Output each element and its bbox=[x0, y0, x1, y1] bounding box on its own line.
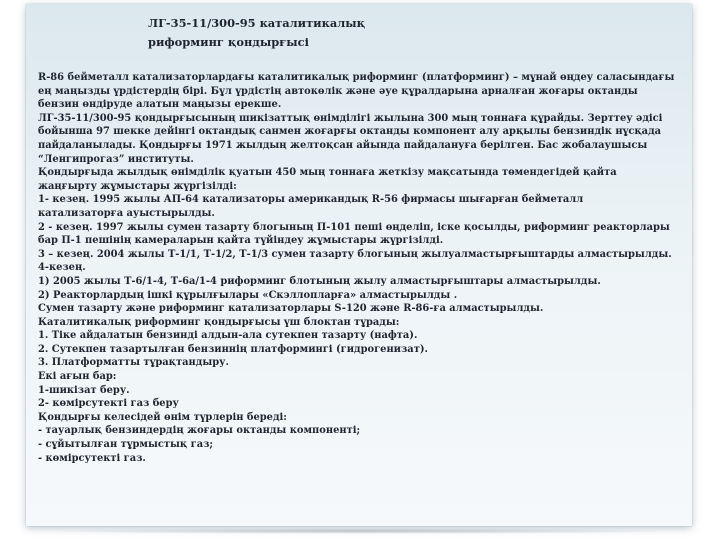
text-line: 1) 2005 жылы Т-6/1-4, Т-6а/1-4 риформинг блотының жылу алмастырғыштары алмастырылды. bbox=[38, 275, 601, 287]
text-line: - сұйытылған тұрмыстық газ; bbox=[38, 439, 214, 451]
text-line: Сумен тазарту және риформинг катализаторлары S-120 және R-86-ға алмастырылды. bbox=[38, 303, 544, 315]
text-line: 2) Реакторлардың ішкі құрылғылары «Скэллопларға» алмастырылды . bbox=[38, 289, 458, 301]
text-line: “Ленгипрогаз” институты. bbox=[38, 153, 194, 165]
text-line: ЛГ-35-11/300-95 қондырғысының шикізаттық өнімділігі жылына 300 мың тоннаға құрайды. Зерттеу әдісі bbox=[38, 112, 663, 124]
text-line: 2 - кезең. 1997 жылы сумен тазарту блогының П-101 пеші өңделіп, іске қосылды, риформинг реакторлары bbox=[38, 221, 670, 233]
title-line: риформинг қондырғысі bbox=[148, 35, 309, 49]
text-line: 2. Сутекпен тазартылған бензиннің платформингі (гидрогенизат). bbox=[38, 343, 428, 355]
text-line: Қондырғыда жылдық өнімділік қуатын 450 мың тоннаға жеткізу мақсатында төмендегідей қайта bbox=[38, 167, 617, 179]
text-line: пайдаланылады. Қондырғы 1971 жылдың желтоқсан айында пайдалануға берілген. Бас жобалаушысы bbox=[38, 139, 648, 151]
title-line: ЛГ-35-11/300-95 каталитикалық bbox=[148, 16, 366, 30]
slide-title bbox=[148, 14, 365, 52]
text-line: Екі ағын бар: bbox=[38, 371, 117, 383]
text-line: 3 – кезең. 2004 жылы Т-1/1, Т-1/2, Т-1/3 сумен тазарту блогының жылуалмастырғыштарды алмастырылды. bbox=[38, 248, 672, 260]
text-line: ең маңызды үрдістердің бірі. Бұл үрдістің автокөлік және әуе құралдарына арналған жоғары октанды bbox=[38, 85, 638, 97]
text-line: бойынша 97 шекке дейінгі октандық санмен жоғарғы октанды компонент алу арқылы бензиндік нұсқада bbox=[38, 126, 662, 138]
text-line: 4-кезең. bbox=[38, 262, 86, 274]
text-line: - көмірсутекті газ. bbox=[38, 452, 146, 464]
text-line: R-86 бейметалл катализаторлардағы каталитикалық риформинг (платформинг) – мұнай өңдеу саласындағы bbox=[38, 72, 675, 83]
text-line: катализаторға ауыстырылды. bbox=[38, 207, 215, 219]
text-line: 1- кезең. 1995 жылы АП-64 катализаторы американдық R-56 фирмасы шығарған бейметалл bbox=[38, 194, 584, 206]
text-line: - тауарлық бензиндердің жоғары октанды компоненті; bbox=[38, 425, 361, 437]
body-text bbox=[38, 71, 678, 465]
panel-shadow bbox=[40, 528, 680, 534]
text-line: бензин өндіруде алатын маңызы ерекше. bbox=[38, 99, 282, 111]
text-line: бар П-1 пешінің камераларын қайта түйіндеу жұмыстары жүргізілді. bbox=[38, 235, 444, 247]
text-line: Қондырғы келесідей өнім түрлерін береді: bbox=[38, 411, 287, 423]
text-line: Каталитикалық риформинг қондырғысы үш блоктан тұрады: bbox=[38, 316, 400, 328]
text-line: 1. Тіке айдалатын бензинді алдын-ала сутекпен тазарту (нафта). bbox=[38, 330, 418, 342]
text-line: 1-шикізат беру. bbox=[38, 384, 130, 396]
text-line: жаңғырту жұмыстары жүргізілді: bbox=[38, 180, 237, 192]
text-line: 3. Платформатты тұрақтандыру. bbox=[38, 357, 229, 369]
text-line: 2- көмірсутекті газ беру bbox=[38, 398, 179, 410]
